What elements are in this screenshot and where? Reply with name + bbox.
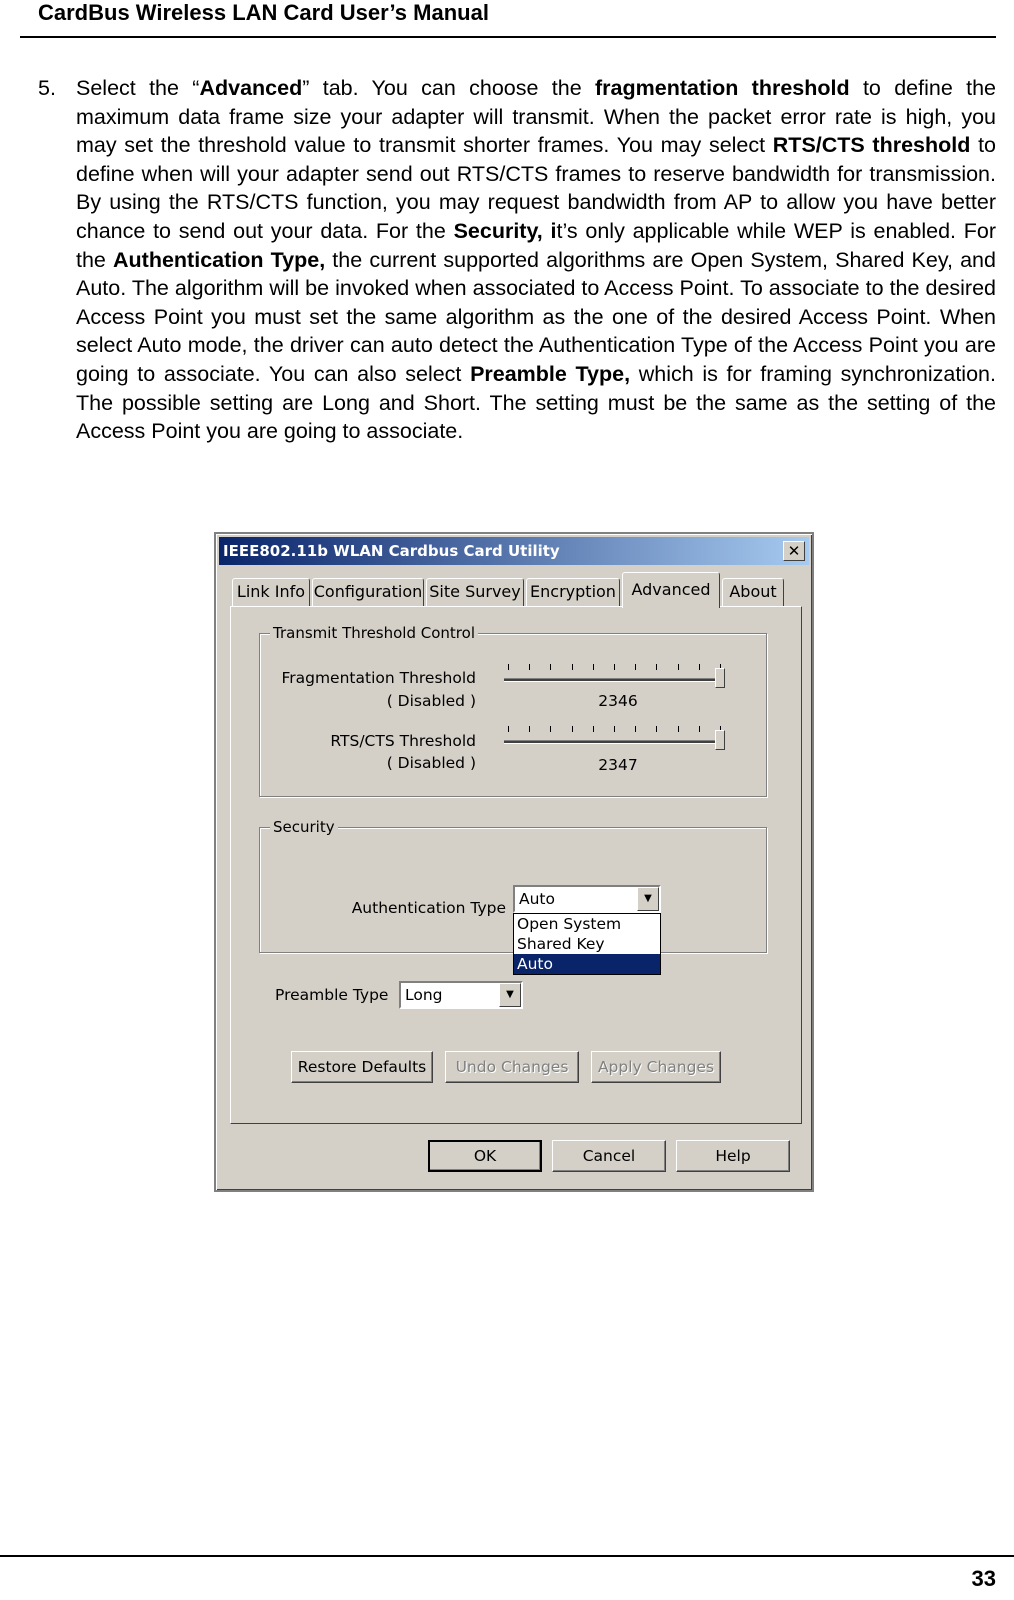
- text-run: t’s only applicable while WEP is enabled. For the: [76, 218, 996, 272]
- rts-cts-slider[interactable]: [504, 726, 734, 752]
- threshold-group-label: Transmit Threshold Control: [270, 623, 478, 643]
- slider-tick: [699, 726, 700, 732]
- footer-rule: [0, 1555, 1014, 1557]
- security-group-label: Security: [270, 817, 338, 837]
- dialog-titlebar[interactable]: [219, 537, 809, 565]
- text-run: Select the “: [76, 76, 200, 100]
- bold-security: Security, i: [453, 218, 557, 243]
- text-run: ” tab. You can choose the: [302, 76, 595, 100]
- slider-tick: [572, 664, 573, 670]
- step-number: 5.: [38, 76, 56, 100]
- auth-type-dropdown: [513, 913, 661, 975]
- step-paragraph: [76, 74, 996, 446]
- bold-fragmentation: fragmentation threshold: [595, 76, 850, 100]
- auth-type-label: Authentication Type: [351, 899, 506, 917]
- bold-rts-cts: RTS/CTS threshold: [772, 133, 971, 158]
- advanced-panel: [230, 606, 802, 1124]
- bold-authentication: Authentication Type,: [113, 247, 326, 272]
- fragmentation-value: 2346: [598, 692, 638, 710]
- chevron-down-icon[interactable]: ▼: [637, 887, 659, 911]
- slider-ticks: [504, 726, 728, 734]
- slider-tick: [593, 726, 594, 732]
- preamble-value: Long: [405, 986, 443, 1004]
- slider-thumb[interactable]: [715, 730, 725, 750]
- slider-tick: [656, 664, 657, 670]
- slider-tick: [678, 664, 679, 670]
- fragmentation-status: ( Disabled ): [386, 692, 476, 710]
- utility-dialog: [214, 532, 814, 1192]
- slider-tick: [635, 726, 636, 732]
- tab-link-info[interactable]: Link Info: [232, 578, 310, 606]
- slider-tick: [614, 726, 615, 732]
- slider-tick: [529, 664, 530, 670]
- slider-tick: [550, 664, 551, 670]
- text-run: which is for framing synchronization. The possible setting are Long and Short. The setting must be the same as the setting of the Access Point you are going to associate.: [76, 361, 996, 444]
- text-run: to define when will your adapter send out RTS/CTS frames to reserve bandwidth for transmission. By using the RTS/CTS function, you may request bandwidth from AP to allow you have better chance to send out your data. For the: [76, 133, 996, 243]
- slider-track: [504, 740, 724, 744]
- slider-tick: [529, 726, 530, 732]
- rts-cts-value: 2347: [598, 756, 638, 774]
- slider-thumb[interactable]: [715, 668, 725, 688]
- tab-advanced[interactable]: Advanced: [622, 572, 720, 608]
- close-button[interactable]: ✕: [783, 541, 805, 561]
- slider-tick: [635, 664, 636, 670]
- bold-advanced: Advanced: [199, 76, 303, 100]
- chevron-down-icon[interactable]: ▼: [499, 983, 521, 1007]
- slider-tick: [508, 726, 509, 732]
- slider-tick: [678, 726, 679, 732]
- auth-option-shared-key[interactable]: Shared Key: [517, 935, 605, 953]
- slider-tick: [572, 726, 573, 732]
- threshold-groupbox: [259, 624, 767, 797]
- slider-tick: [508, 664, 509, 670]
- tab-about[interactable]: About: [722, 578, 784, 606]
- slider-tick: [550, 726, 551, 732]
- undo-changes-button[interactable]: Undo Changes: [445, 1051, 579, 1083]
- ok-button[interactable]: OK: [428, 1140, 542, 1172]
- slider-ticks: [504, 664, 728, 672]
- slider-tick: [656, 726, 657, 732]
- slider-track: [504, 678, 724, 682]
- auth-type-select[interactable]: [513, 885, 661, 913]
- slider-tick: [614, 664, 615, 670]
- preamble-select[interactable]: [399, 981, 523, 1009]
- slider-tick: [593, 664, 594, 670]
- text-run: to define the maximum data frame size your adapter will transmit. When the packet error rate is high, you may set the threshold value to transmit shorter frames. You may select: [76, 76, 997, 158]
- cancel-button[interactable]: Cancel: [552, 1140, 666, 1172]
- rts-cts-label: RTS/CTS Threshold: [330, 732, 476, 750]
- manual-header: CardBus Wireless LAN Card User’s Manual: [38, 0, 489, 25]
- header-rule: [20, 36, 996, 38]
- slider-tick: [699, 664, 700, 670]
- fragmentation-label: Fragmentation Threshold: [281, 669, 476, 687]
- auth-type-value: Auto: [519, 890, 555, 908]
- tab-encryption[interactable]: Encryption: [526, 578, 620, 606]
- dialog-title: IEEE802.11b WLAN Cardbus Card Utility: [223, 542, 560, 560]
- rts-cts-status: ( Disabled ): [386, 754, 476, 772]
- auth-option-open-system[interactable]: Open System: [517, 915, 622, 933]
- tab-configuration[interactable]: Configuration: [312, 578, 424, 606]
- preamble-label: Preamble Type: [275, 986, 389, 1004]
- page-number: 33: [971, 1566, 996, 1591]
- auth-option-auto[interactable]: Auto: [514, 954, 660, 974]
- text-run: the current supported algorithms are Open System, Shared Key, and Auto. The algorithm will be invoked when associated to Access Point. To associate to the desired Access Point you must set the same algorithm as the one of the desired Access Point. When select Auto mode, the driver can auto detect the Authentication Type of the Access Point you are going to associate. You can also select: [76, 247, 996, 386]
- tab-site-survey[interactable]: Site Survey: [426, 578, 524, 606]
- restore-defaults-button[interactable]: Restore Defaults: [291, 1051, 433, 1083]
- fragmentation-slider[interactable]: [504, 664, 734, 690]
- help-button[interactable]: Help: [676, 1140, 790, 1172]
- bold-preamble: Preamble Type,: [470, 361, 631, 386]
- apply-changes-button[interactable]: Apply Changes: [591, 1051, 721, 1083]
